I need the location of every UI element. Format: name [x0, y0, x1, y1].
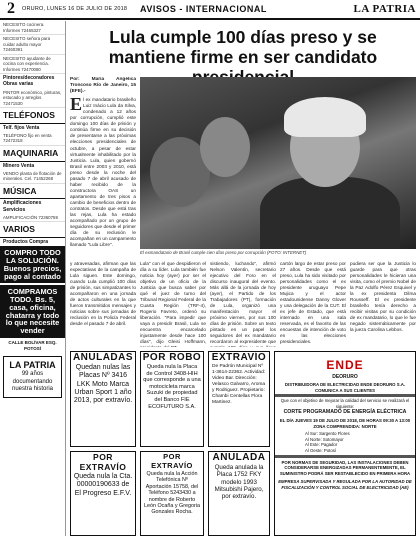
classified-ad: PINTOR económico, pinturas, estucado y arreglos 72471530 — [0, 89, 65, 109]
article-column — [70, 77, 136, 257]
article-column: sistiendo, luchando", afirmó Nelson Valentín, secretario ejecutivo del Foro en el discurso inaugural del evento. Más allá de la jornada de hoy (ayer), el Partido de los Trabajadores (PT), formación de Lula, organizó una manifestación mayor el próximo viernes, por sus 100 días de prisión. Sobre un texto pintado en un papel los seguidores del ex mandatario recordaron al expresidente que — [210, 261, 276, 345]
ad-title: POR EXTRAVÍO — [79, 452, 127, 472]
subcategory-label: Minero Venta — [3, 162, 35, 169]
classified-ad: NECESITO cocinera. Informes 72465327 — [0, 21, 65, 35]
article-column: y atravesadas, afirman que las expectativas de la campaña de Lula siguen. Este domingo, cuando Lula cumplió 100 días de prisión, sus simpatizantes lo acompañaron en una jornada de actos culturales en la que fueron transmitidos mensajes y noticias sobre sus jornadas de reclusión en la Policía Federal desde el pasado 7 de abril. — [70, 261, 136, 327]
category-heading: MÚSICA — [0, 184, 65, 200]
ende-safety-notice: POR NORMAS DE SEGURIDAD, LAS INSTALACIONES DEBEN CONSIDERARSE ENERGIZADAS PERMANENTEMENTE, EL SUMINISTRO PODRÁ SER RESTABLECIDO EN PRIMERA HORA — [279, 459, 411, 476]
classified-ad: VENDO planta de flotación de minerales. Cel. 71452268 — [0, 170, 65, 184]
article-headline: Lula cumple 100 días preso y se mantiene firme en ser candidato — [108, 27, 378, 68]
ende-title: CORTE PROGRAMADO DE ENERGÍA ELÉCTRICA — [283, 409, 407, 416]
section-title: AVISOS - INTERNACIONAL — [140, 4, 267, 14]
subcategory-label: Amplificaciones Servicios — [3, 200, 42, 213]
classified-ad: TELÉFONO fijo en venta 72472318 — [0, 132, 65, 146]
promo-address: CALLE BOLÍVAR ESQ. POTOSÍ — [8, 339, 57, 351]
article-photo — [140, 77, 416, 249]
issue-date: ORURO, LUNES 16 DE JULIO DE 2018 — [22, 6, 128, 12]
ad-body: Queda nula la Cta. 00000190633 de El Progreso E.F.V. — [73, 473, 133, 497]
ende-company: DISTRIBUIDORA DE ELECTRICIDAD ENDE DEORURO S.A. COMUNICA A SUS CLIENTES — [284, 382, 406, 393]
ende-logo-sub: DEORURO — [332, 373, 358, 380]
article-bottom — [70, 261, 416, 347]
ende-tagline: EMPRESA SUPERVISADA Y REGULADA POR LA AUTORIDAD DE FISCALIZACIÓN Y CONTROL SOCIAL DE ELECTRICIDAD (AE) — [278, 479, 412, 490]
classified-ad: NECESITO ayudante de cocina con experiencia. Informes 72470080 — [0, 55, 65, 75]
ende-date: EL DÍA JUEVES 19 DE JULIO DE 2018, DE HORAS 09:30 A 13:00 — [279, 418, 411, 424]
article-column: Lula" con el que despidieron el día a su líder. Lula también fue noticia hoy (ayer) por ser el objetivo de un oficio de la Justicia que busca saber por qué el juez de turno del Tribunal Regional Federal de la Cuarta Región (TRF-4), Rogerio Favreto, ordenó su liberación. "Para impedir que vaya a presidir Brasil, Lula se encuentra encarcelado injustamente desde hace 100 días", dijo Gleisi Hoffmann, — [140, 261, 206, 345]
ende-zone: ZONA COMPRENDIDA: NORTE — [313, 423, 377, 429]
classified-box — [70, 351, 136, 447]
classified-ad: AMPLIFICACIÓN 72360759 — [0, 214, 65, 223]
ad-title: POR EXTRAVÍO — [151, 452, 193, 470]
subcategory-label: Productos Compra — [3, 239, 49, 245]
subcategory-label: Pintores/decoradores Obras varias — [3, 75, 55, 88]
ad-body: Queda anulada la Placa 1752 FKY modelo 1993 Mitsubishi Pajero, por extravío. — [214, 464, 264, 501]
classified-box — [70, 451, 136, 536]
category-heading: VARIOS — [0, 222, 65, 238]
classified-ad: NECESITO señora para cuidar adulto mayor 72460391 — [0, 35, 65, 55]
anniversary-years: 99 años — [21, 371, 44, 378]
category-heading: TELÉFONOS — [0, 108, 65, 124]
ad-body: Queda nula la Acción Telefónica Nº Aportación 15758, del Teléfono 5243430 a nombre de Roberto León Ocaña y Gregoria Gonzales Rocha. — [143, 471, 201, 516]
page-header — [0, 0, 420, 20]
classified-box — [140, 451, 204, 536]
ad-body: Quedan nulas las Placas Nº 3416 LKK Moto Marca Urban Sport 1 año 2013, por extravío. — [73, 364, 133, 404]
anniversary-box — [3, 356, 62, 398]
article-top — [70, 77, 416, 257]
article-column: cartón largo de estar preso por 27 años. Desde que está preso, Lula ha sido visitado por personalidades como el ex presidente uruguayo Pepe Mujica y el actor estadounidense Danny Glover y una delegación de la CUT. El ex jefe de Estado, que está internado en una sala reservada, es el favorito de las encuestas de intención de voto en las elecciones presidenciales. — [280, 261, 346, 345]
anniversary-subtitle: documentando nuestra historia — [11, 378, 54, 393]
ende-intro: Que con el objetivo de mejorar la calidad del servicio se realizará el siguiente: — [280, 398, 410, 409]
ad-title: EXTRAVÍO — [211, 352, 267, 363]
page-number: 2 — [7, 0, 15, 17]
category-heading: MAQUINARIA — [0, 146, 65, 162]
subcategory-label: Telf. fijos Venta — [3, 124, 40, 131]
ende-street: Al Este: Pagador — [305, 442, 338, 448]
article-column: pudiera ser que la Justicia lo guarde para que otras personalidades le hicieran una visita, como el premio Nobel de la Paz Adolfo Pérez Esquivel y la ex presidenta Dilma Rousseff. El ex presidente brasileño tenía derecho a recibir visitas por su condición de ex mandatario, lo que le fue negado sistemáticamente por la jueza Carolina Lebbos. — [350, 261, 416, 333]
ad-body: De Padrón Municipal Nº 1-3614-22362. Actividad: Video Bar. Dirección: Velasco Galvarro, Aroma y Rodriguez. Propietario: Chambi Centellas Flora Martinez. — [212, 364, 266, 405]
newspaper-name: LA PATRIA — [353, 3, 416, 15]
ende-logo-text: ENDE — [326, 358, 364, 372]
classified-ads-grid — [70, 351, 416, 536]
article-byline: Por: María Angélica Troncoso Río de Janeiro, 15 (EFE).- — [70, 77, 136, 95]
ende-logo — [275, 358, 415, 374]
photo-caption: El exmandatario de Brasil cumple cien días preso por corrupción (FOTO: INTERNET) — [140, 250, 307, 255]
ende-streets — [275, 431, 415, 453]
ende-street: Al Oeste: Potosí — [305, 448, 337, 454]
ad-body: Queda nula la Placa de Control 3408-HIH que corresponde a una motocicleta marca Suzuki de propiedad del Banco FIE ECOFUTURO S.A. — [143, 364, 201, 410]
promo-ad: COMPRAMOS TODO. Bs. 5, casa, oficina, chatarra y todo lo que necesite vender — [0, 285, 65, 338]
drop-cap: E — [70, 94, 83, 115]
classifieds-column — [0, 21, 66, 536]
classified-box — [208, 351, 270, 447]
ende-notice — [274, 351, 416, 536]
ad-title: ANULADA — [212, 452, 266, 463]
ende-street: Al Sur: Sargento Flores — [305, 431, 350, 437]
classified-box — [208, 451, 270, 536]
anniversary-title: LA PATRIA — [9, 360, 56, 371]
promo-ad: COMPRO TODO LA SOLUCIÓN. Buenos precios, pago al contado — [0, 246, 65, 283]
ende-street: Al Norte: Sotomayor — [305, 436, 344, 442]
main-content — [70, 21, 416, 516]
article-text: l ex mandatario brasileño Luiz Inácio Lula da Silva, condenado a 12 años por corrupción, cumplió este domingo 100 días de prisión y continúa firme en su decisión de presentarse a las próximas elecciones presidenciales de octubre, a pesar de estar virtualmente inhabilitado por la Justicia. Lula, quien gobernó Brasil entre 2003 y 2010, está preso desde la noche del pasado 7 de abril acusado de haber recibido de la constructora OAS un apartamento de tres pisos a cambio de beneficios dentro de contratos. Desde que está tras las rejas, Lula ha estado acompañado por un grupo de seguidores que desde el primer día de su reclusión le acompañan en un campamento llamado "Lula Libre". — [70, 97, 136, 247]
classified-box — [140, 351, 204, 447]
ad-title: POR ROBO — [142, 352, 202, 363]
ad-title: ANULADAS — [72, 352, 134, 363]
